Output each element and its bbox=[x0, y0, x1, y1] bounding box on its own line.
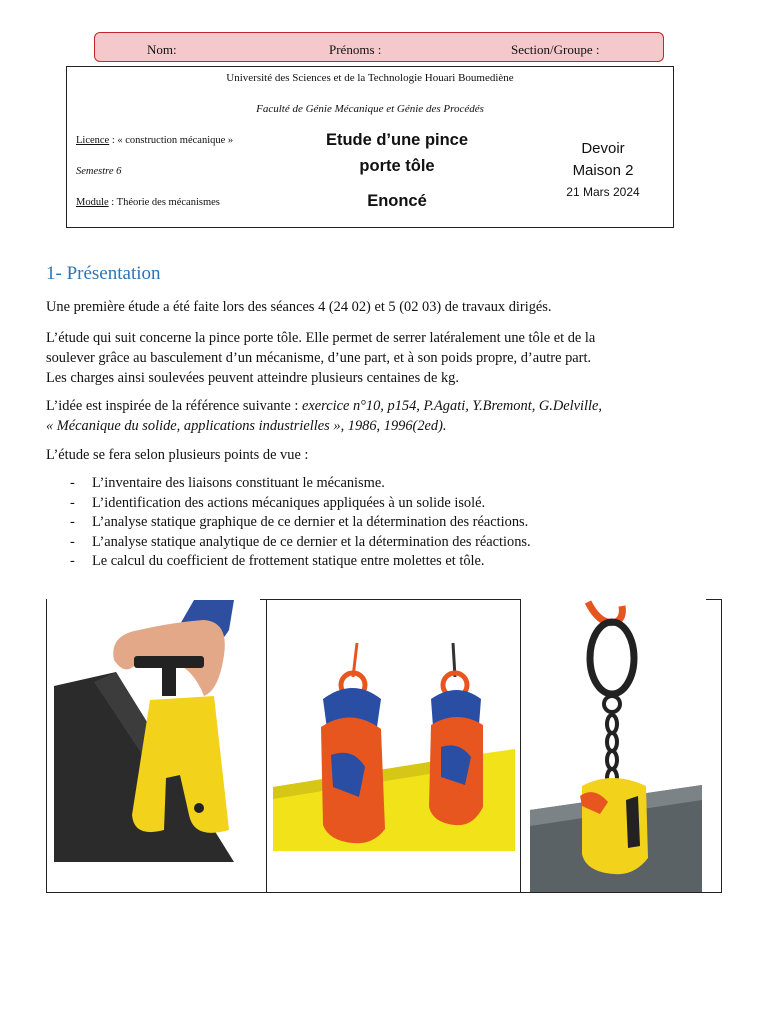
paragraph-description-line1: L’étude qui suit concerne la pince porte tôle. Elle permet de serrer latéralement une tôle et de la bbox=[46, 330, 596, 346]
paragraph-description-line3: Les charges ainsi soulevées peuvent atteindre plusieurs centaines de kg. bbox=[46, 370, 459, 386]
licence-value: : « construction mécanique » bbox=[111, 135, 234, 146]
clamp-hand-photo bbox=[54, 600, 262, 862]
prenoms-label: Prénoms : bbox=[329, 42, 382, 57]
reference-prefix: L’idée est inspirée de la référence suivante : bbox=[46, 398, 302, 414]
faculty-name: Faculté de Génie Mécanique et Génie des Procédés bbox=[256, 103, 484, 115]
section-group-label: Section/Groupe : bbox=[511, 42, 600, 57]
paragraph-points: L’étude se fera selon plusieurs points de vue : bbox=[46, 447, 309, 463]
devoir-line2: Maison 2 bbox=[572, 162, 634, 179]
module-label: Module bbox=[76, 197, 109, 208]
bullet-dash: - bbox=[70, 553, 75, 570]
student-info-bar bbox=[94, 32, 664, 62]
doc-title-line1: Etude d’une pince bbox=[325, 131, 469, 149]
bullet-list bbox=[70, 474, 531, 572]
bullet-dash: - bbox=[70, 494, 75, 511]
paragraph-reference bbox=[46, 396, 726, 436]
list-item: - L’analyse statique analytique de ce dernier et la détermination des réactions. bbox=[70, 533, 531, 553]
devoir-date: 21 Mars 2024 bbox=[566, 185, 640, 199]
reference-citation-line1: exercice n°10, p154, P.Agati, Y.Bremont, G.Delville, bbox=[301, 398, 603, 414]
module-line bbox=[76, 197, 220, 208]
licence-label: Licence bbox=[76, 135, 110, 146]
bullet-dash: - bbox=[70, 475, 75, 491]
doc-subtitle: Enoncé bbox=[367, 192, 427, 210]
devoir-line1: Devoir bbox=[581, 140, 625, 157]
list-item: - Le calcul du coefficient de frottement statique entre molettes et tôle. bbox=[70, 552, 531, 572]
document-header bbox=[66, 66, 674, 228]
reference-citation-line2: « Mécanique du solide, applications industrielles », 1986, 1996(2ed). bbox=[46, 418, 447, 434]
licence-line bbox=[76, 135, 233, 146]
clamps-on-sheet-photo bbox=[273, 637, 515, 851]
university-name: Université des Sciences et de la Technologie Houari Boumediène bbox=[226, 72, 514, 84]
doc-title-line2: porte tôle bbox=[359, 157, 435, 175]
list-item: - L’inventaire des liaisons constituant le mécanisme. bbox=[70, 474, 531, 494]
photo-strip bbox=[46, 599, 722, 893]
clamp-chain-photo bbox=[530, 600, 702, 892]
bullet-dash: - bbox=[70, 533, 75, 550]
paragraph-intro: Une première étude a été faite lors des séances 4 (24 02) et 5 (02 03) de travaux dirigés. bbox=[46, 299, 552, 315]
semestre: Semestre 6 bbox=[76, 166, 122, 177]
section-heading: 1- Présentation bbox=[46, 263, 161, 284]
list-item: - L’analyse statique graphique de ce dernier et la détermination des réactions. bbox=[70, 513, 531, 533]
paragraph-description-line2: soulever grâce au basculement d’un mécanisme, d’une part, et à son poids propre, d’autre part. bbox=[46, 350, 592, 366]
bullet-dash: - bbox=[70, 514, 75, 531]
module-value: : Théorie des mécanismes bbox=[111, 197, 220, 208]
nom-label: Nom: bbox=[147, 42, 177, 57]
paragraph-description bbox=[46, 328, 726, 388]
list-item: - L’identification des actions mécaniques appliquées à un solide isolé. bbox=[70, 494, 531, 514]
